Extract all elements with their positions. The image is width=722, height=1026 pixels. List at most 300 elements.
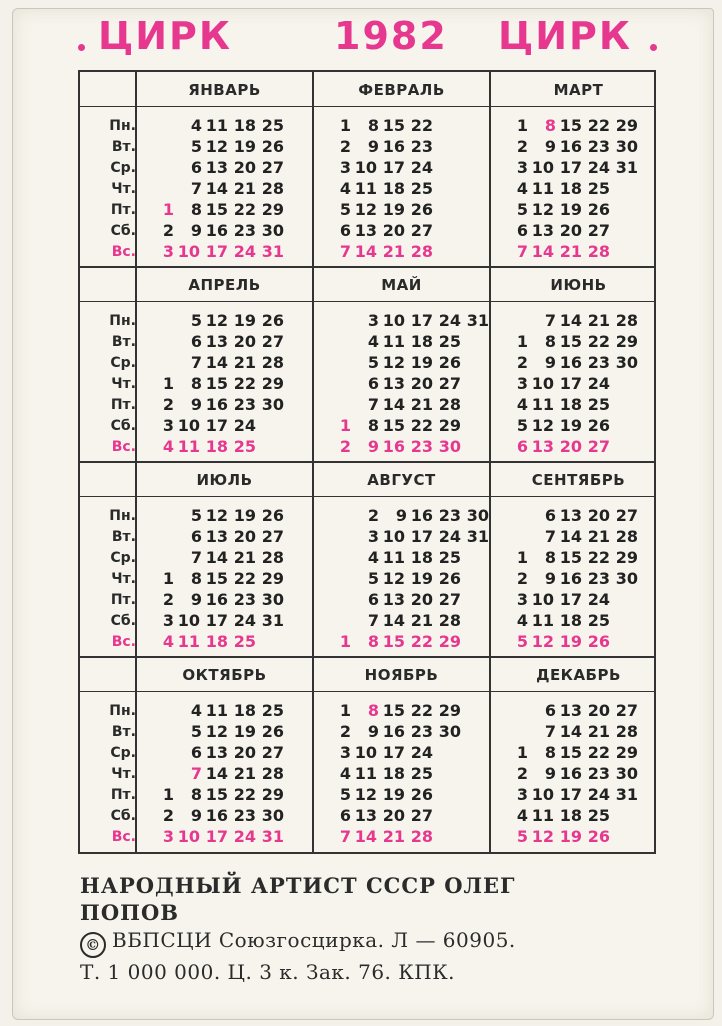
day-number: 7 [516,242,528,261]
day-number: 1 [516,743,528,762]
weekday-label: Вс. [111,244,136,260]
header-word-left: ЦИРК [98,14,232,58]
day-number: 12 [205,311,228,330]
day-number: 6 [190,158,202,177]
day-number: 2 [516,569,528,588]
day-number: 8 [190,569,202,588]
day-number: 29 [438,701,461,720]
day-number: 28 [261,548,284,567]
day-number: 3 [162,611,174,630]
day-number: 1 [339,632,351,651]
day-number: 20 [410,590,433,609]
day-number: 26 [261,722,284,741]
day-number: 30 [261,806,284,825]
weekday-labels [80,311,136,458]
day-number: 12 [531,632,554,651]
day-number: 14 [559,527,582,546]
day-number: 23 [233,395,256,414]
day-number: 2 [162,806,174,825]
day-number: 17 [410,311,433,330]
month-name: МАРТ [553,81,604,99]
day-number: 1 [339,701,351,720]
day-number: 15 [382,416,405,435]
day-number: 27 [261,158,284,177]
day-number: 10 [177,827,200,846]
day-number: 27 [438,590,461,609]
day-number: 16 [410,506,433,525]
day-number: 13 [205,158,228,177]
day-number: 8 [544,332,556,351]
month-name: ЯНВАРЬ [188,81,261,99]
day-number: 30 [261,221,284,240]
day-number: 17 [205,242,228,261]
day-number: 4 [162,437,174,456]
day-number: 10 [177,611,200,630]
day-number: 8 [367,416,379,435]
day-number: 24 [233,416,256,435]
day-number: 17 [559,785,582,804]
day-number: 26 [410,200,433,219]
day-number: 15 [205,374,228,393]
weekday-labels [80,116,136,263]
day-number: 15 [559,332,582,351]
month-name: ИЮНЬ [550,276,607,294]
day-number: 20 [410,374,433,393]
day-number: 14 [382,611,405,630]
day-number: 31 [615,158,638,177]
day-number: 4 [367,332,379,351]
day-number: 17 [205,611,228,630]
day-number: 4 [516,179,528,198]
day-number: 27 [410,221,433,240]
day-number: 11 [177,632,200,651]
day-number: 12 [205,137,228,156]
day-number: 7 [339,242,351,261]
day-number: 11 [205,701,228,720]
day-number: 5 [516,200,528,219]
weekday-label: Сб. [110,223,136,239]
day-number: 1 [339,416,351,435]
day-number: 29 [438,416,461,435]
header-year: 1982 [334,14,448,58]
day-number: 31 [261,242,284,261]
day-number: 22 [233,569,256,588]
day-number: 26 [587,416,610,435]
day-number: 29 [261,374,284,393]
day-number: 17 [205,827,228,846]
day-number: 18 [382,179,405,198]
weekday-label: Сб. [110,418,136,434]
day-number: 11 [177,437,200,456]
day-number: 5 [516,632,528,651]
day-number: 24 [233,611,256,630]
day-number: 14 [531,242,554,261]
day-number: 10 [531,785,554,804]
decorative-dot [78,44,85,51]
weekday-label: Вт. [111,334,136,350]
weekday-label: Ср. [110,355,136,371]
day-number: 11 [531,179,554,198]
day-number: 12 [531,200,554,219]
day-number: 21 [382,242,405,261]
day-number: 19 [233,722,256,741]
day-number: 11 [531,395,554,414]
day-number: 20 [233,527,256,546]
weekday-label: Чт. [111,571,136,587]
weekday-label: Ср. [110,745,136,761]
day-number: 6 [190,743,202,762]
day-number: 27 [615,701,638,720]
day-number: 12 [354,200,377,219]
day-number: 1 [339,116,351,135]
day-number: 5 [190,311,202,330]
day-number: 13 [382,590,405,609]
day-number: 22 [587,743,610,762]
imprint-publisher-text: ВБПСЦИ Союзгосцирка. Л — 60905. [112,928,516,952]
day-number: 14 [559,722,582,741]
weekday-label: Вс. [111,829,136,845]
day-number: 2 [162,221,174,240]
month-name: ИЮЛЬ [196,471,253,489]
day-number: 18 [410,548,433,567]
day-number: 30 [615,764,638,783]
day-number: 19 [559,827,582,846]
imprint-publisher [80,926,640,958]
day-number: 22 [233,374,256,393]
day-number: 26 [410,785,433,804]
day-number: 13 [559,506,582,525]
day-number: 25 [587,611,610,630]
day-number: 19 [382,200,405,219]
day-number: 1 [162,200,174,219]
day-number: 22 [233,200,256,219]
day-number: 8 [367,701,379,720]
day-number: 17 [382,743,405,762]
day-number: 4 [190,701,202,720]
day-number: 11 [354,179,377,198]
day-number: 21 [559,242,582,261]
day-number: 18 [410,332,433,351]
day-number: 22 [410,701,433,720]
day-number: 6 [516,221,528,240]
month-name: ДЕКАБРЬ [536,666,621,684]
calendar-header [78,14,658,58]
weekday-label: Пн. [109,313,136,329]
day-number: 2 [162,395,174,414]
day-number: 18 [559,611,582,630]
day-number: 23 [587,764,610,783]
day-number: 4 [190,116,202,135]
day-number: 6 [190,527,202,546]
day-number: 30 [615,569,638,588]
day-number: 3 [516,158,528,177]
day-number: 7 [367,395,379,414]
day-number: 22 [587,116,610,135]
day-number: 21 [587,311,610,330]
day-number: 19 [410,569,433,588]
day-number: 1 [516,548,528,567]
day-number: 24 [587,374,610,393]
day-number: 19 [233,137,256,156]
day-number: 5 [516,416,528,435]
day-number: 17 [410,527,433,546]
day-number: 12 [382,353,405,372]
day-number: 24 [438,311,461,330]
day-number: 8 [544,743,556,762]
day-number: 28 [615,722,638,741]
day-number: 27 [410,806,433,825]
day-number: 24 [410,743,433,762]
day-number: 22 [410,632,433,651]
weekday-label: Пн. [109,508,136,524]
day-number: 23 [587,569,610,588]
day-number: 12 [531,416,554,435]
imprint [80,872,640,986]
day-number: 28 [410,827,433,846]
day-number: 30 [615,353,638,372]
day-number: 12 [382,569,405,588]
day-number: 8 [544,116,556,135]
day-number: 10 [354,158,377,177]
day-number: 23 [587,353,610,372]
day-number: 14 [559,311,582,330]
day-number: 25 [410,179,433,198]
weekday-labels [80,506,136,653]
day-number: 17 [559,374,582,393]
day-number: 8 [367,632,379,651]
day-number: 29 [615,548,638,567]
day-number: 16 [559,353,582,372]
day-number: 25 [261,701,284,720]
day-number: 27 [438,374,461,393]
day-number: 9 [190,221,202,240]
day-number: 20 [233,158,256,177]
day-number: 23 [587,137,610,156]
day-number: 30 [466,506,489,525]
weekday-label: Пт. [110,787,136,803]
day-number: 1 [162,569,174,588]
copyright-icon: © [80,932,106,958]
day-number: 2 [516,353,528,372]
day-number: 11 [531,806,554,825]
weekday-label: Вт. [111,529,136,545]
day-number: 23 [233,590,256,609]
day-number: 4 [339,179,351,198]
day-number: 9 [190,395,202,414]
day-number: 3 [339,158,351,177]
day-number: 31 [615,785,638,804]
day-number: 15 [205,200,228,219]
day-number: 21 [410,611,433,630]
weekday-label: Чт. [111,766,136,782]
day-number: 6 [339,806,351,825]
day-number: 17 [205,416,228,435]
day-number: 11 [531,611,554,630]
day-number: 9 [367,722,379,741]
day-number: 26 [438,569,461,588]
month-name: АПРЕЛЬ [188,276,261,294]
day-number: 7 [544,527,556,546]
day-number: 19 [382,785,405,804]
day-number: 28 [410,242,433,261]
day-number: 2 [339,722,351,741]
day-number: 4 [367,548,379,567]
day-number: 13 [205,332,228,351]
day-number: 14 [205,353,228,372]
day-number: 7 [544,722,556,741]
imprint-title-line1: НАРОДНЫЙ АРТИСТ СССР ОЛЕГ [80,873,516,898]
day-number: 11 [382,548,405,567]
imprint-print-run: Т. 1 000 000. Ц. 3 к. Зак. 76. КПК. [80,960,456,984]
day-number: 4 [516,806,528,825]
day-number: 30 [261,590,284,609]
day-number: 10 [382,527,405,546]
day-number: 18 [233,701,256,720]
day-number: 8 [367,116,379,135]
day-number: 14 [205,764,228,783]
day-number: 13 [205,743,228,762]
day-number: 8 [544,548,556,567]
day-number: 4 [516,611,528,630]
day-number: 9 [367,437,379,456]
day-number: 17 [559,158,582,177]
calendar-grid [78,70,656,854]
day-number: 11 [354,764,377,783]
day-number: 3 [367,311,379,330]
day-number: 16 [205,806,228,825]
day-number: 21 [233,353,256,372]
day-number: 3 [162,416,174,435]
weekday-label: Вс. [111,439,136,455]
weekday-label: Вт. [111,139,136,155]
month-name: НОЯБРЬ [364,666,439,684]
day-number: 16 [559,137,582,156]
day-number: 7 [190,179,202,198]
day-number: 16 [205,221,228,240]
day-number: 2 [516,764,528,783]
month-name: ОКТЯБРЬ [182,666,267,684]
day-number: 23 [410,437,433,456]
day-number: 6 [516,437,528,456]
day-number: 24 [587,785,610,804]
day-number: 26 [587,200,610,219]
day-number: 16 [205,395,228,414]
day-number: 16 [382,437,405,456]
day-number: 25 [233,437,256,456]
day-number: 24 [587,590,610,609]
day-number: 9 [544,764,556,783]
day-number: 15 [559,743,582,762]
day-number: 27 [261,332,284,351]
day-number: 14 [354,827,377,846]
day-number: 24 [233,827,256,846]
day-number: 10 [177,242,200,261]
day-number: 26 [438,353,461,372]
day-number: 9 [544,137,556,156]
day-number: 19 [559,632,582,651]
weekday-label: Пт. [110,397,136,413]
day-number: 31 [466,527,489,546]
day-number: 26 [587,632,610,651]
day-number: 21 [410,395,433,414]
day-number: 28 [615,527,638,546]
day-number: 7 [339,827,351,846]
day-number: 27 [615,506,638,525]
day-number: 6 [544,701,556,720]
day-number: 29 [615,116,638,135]
day-number: 9 [395,506,407,525]
day-number: 10 [354,743,377,762]
weekday-label: Вс. [111,634,136,650]
day-number: 22 [410,416,433,435]
day-number: 10 [177,416,200,435]
day-number: 2 [162,590,174,609]
decorative-dot [650,44,657,51]
day-number: 21 [382,827,405,846]
day-number: 6 [544,506,556,525]
day-number: 6 [339,221,351,240]
weekday-label: Чт. [111,181,136,197]
day-number: 5 [339,785,351,804]
day-number: 24 [438,527,461,546]
day-number: 26 [587,827,610,846]
day-number: 9 [190,806,202,825]
day-number: 13 [559,701,582,720]
day-number: 5 [190,506,202,525]
day-number: 10 [531,374,554,393]
day-number: 13 [531,221,554,240]
month-name: МАЙ [381,276,422,294]
day-number: 28 [587,242,610,261]
weekday-label: Пн. [109,118,136,134]
day-number: 30 [261,395,284,414]
day-number: 3 [162,827,174,846]
day-number: 5 [190,722,202,741]
day-number: 20 [559,437,582,456]
day-number: 27 [587,437,610,456]
day-number: 15 [382,116,405,135]
day-number: 11 [205,116,228,135]
day-number: 28 [615,311,638,330]
day-number: 20 [382,806,405,825]
day-number: 10 [382,311,405,330]
day-number: 21 [233,548,256,567]
day-number: 28 [438,611,461,630]
day-number: 3 [339,743,351,762]
weekday-label: Сб. [110,808,136,824]
day-number: 10 [531,158,554,177]
day-number: 5 [367,569,379,588]
day-number: 19 [233,506,256,525]
day-number: 3 [516,374,528,393]
day-number: 15 [559,116,582,135]
day-number: 18 [233,116,256,135]
month-name: СЕНТЯБРЬ [531,471,626,489]
day-number: 29 [261,785,284,804]
day-number: 11 [382,332,405,351]
day-number: 13 [354,221,377,240]
day-number: 8 [190,374,202,393]
day-number: 7 [544,311,556,330]
day-number: 26 [261,311,284,330]
day-number: 3 [516,590,528,609]
day-number: 20 [382,221,405,240]
day-number: 19 [559,416,582,435]
day-number: 16 [559,764,582,783]
day-number: 10 [531,590,554,609]
day-number: 9 [367,137,379,156]
day-number: 1 [162,374,174,393]
